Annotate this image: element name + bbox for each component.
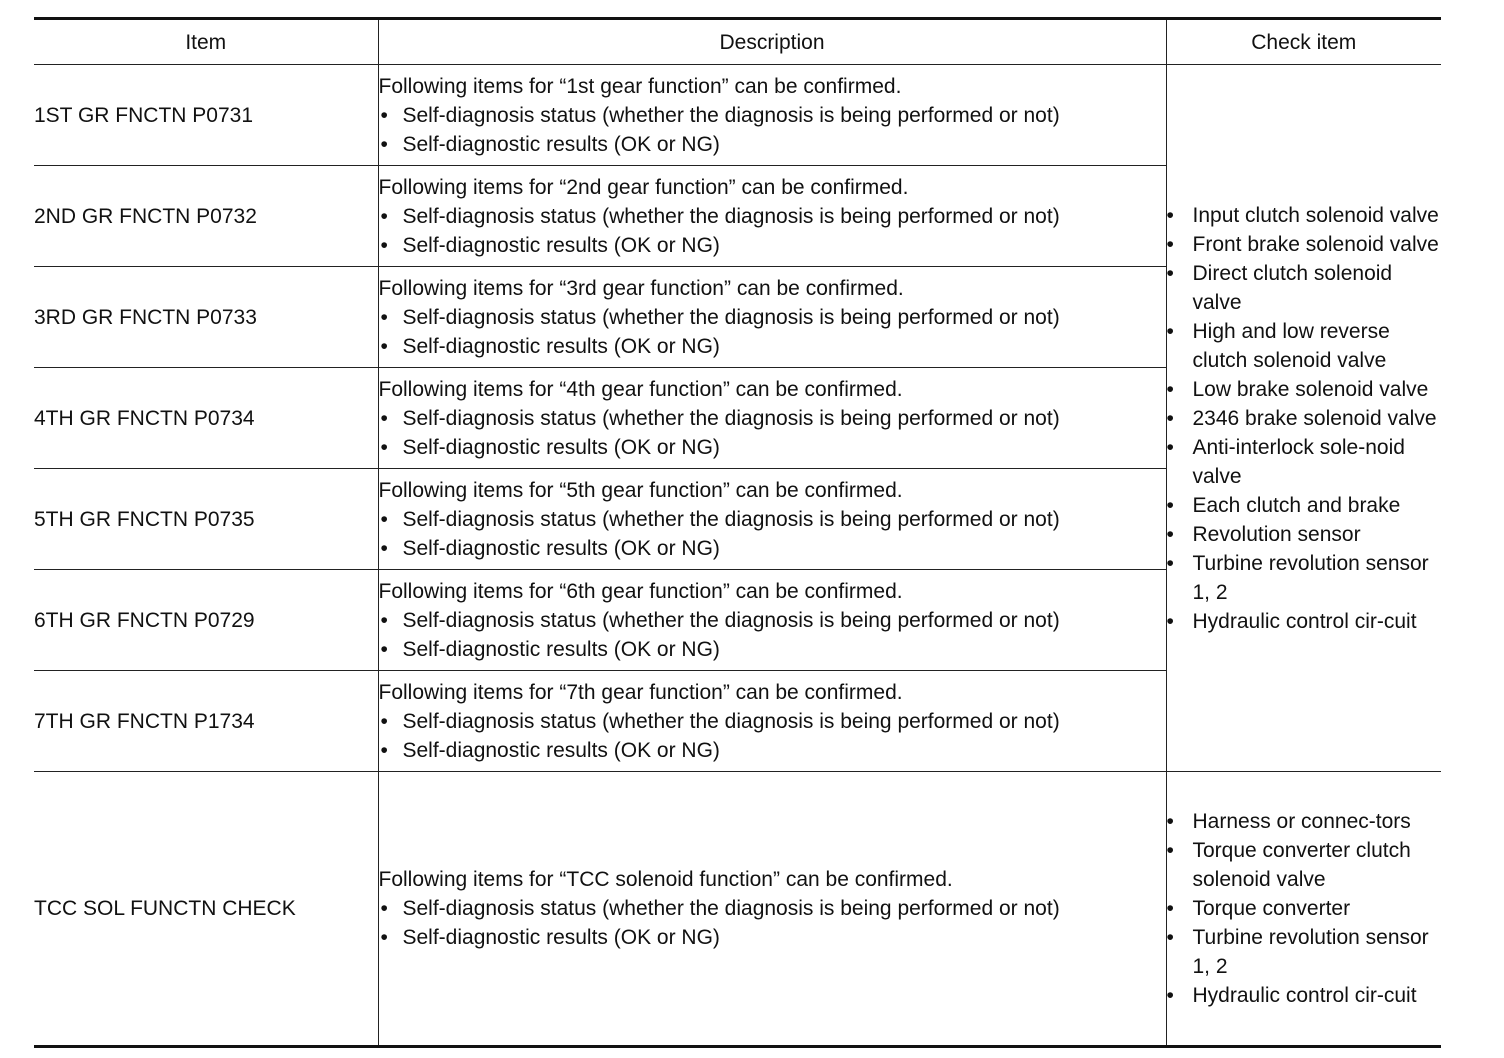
- list-item: • Input clutch solenoid valve: [1167, 201, 1442, 230]
- item-cell: 3RD GR FNCTN P0733: [34, 267, 378, 368]
- item-cell: 6TH GR FNCTN P0729: [34, 570, 378, 671]
- description-lead: Following items for “TCC solenoid function” can be confirmed.: [378, 868, 953, 891]
- item-cell: TCC SOL FUNCTN CHECK: [34, 772, 378, 1047]
- description-lead: Following items for “7th gear function” can be confirmed.: [378, 680, 903, 704]
- header-item: Item: [34, 19, 378, 65]
- gear-check-items-cell: [1166, 65, 1441, 772]
- description-bullets: [379, 202, 1166, 260]
- list-item: • Harness or connec-tors: [1167, 807, 1442, 836]
- description-cell: [378, 267, 1166, 368]
- list-item: • Self-diagnostic results (OK or NG): [379, 433, 1166, 462]
- description-cell: [378, 166, 1166, 267]
- description-bullets: [379, 404, 1166, 462]
- header-description: Description: [378, 19, 1166, 65]
- description-bullets: [379, 894, 1166, 952]
- diagnosis-table: [34, 17, 1441, 1048]
- description-bullets: [379, 606, 1166, 664]
- list-item: • Low brake solenoid valve: [1167, 375, 1442, 404]
- description-cell: [378, 671, 1166, 772]
- list-item: • Direct clutch solenoid valve: [1167, 259, 1442, 317]
- list-item: • Self-diagnosis status (whether the diagnosis is being performed or not): [379, 606, 1166, 635]
- list-item: • Self-diagnostic results (OK or NG): [379, 635, 1166, 664]
- description-lead: Following items for “4th gear function” can be confirmed.: [378, 377, 903, 401]
- description-lead: Following items for “2nd gear function” can be confirmed.: [378, 175, 909, 199]
- list-item: • Self-diagnosis status (whether the diagnosis is being performed or not): [379, 505, 1166, 534]
- description-cell: [378, 469, 1166, 570]
- list-item: • Self-diagnosis status (whether the diagnosis is being performed or not): [379, 303, 1166, 332]
- list-item: • Self-diagnostic results (OK or NG): [379, 923, 1166, 952]
- list-item: • Self-diagnosis status (whether the diagnosis is being performed or not): [379, 202, 1166, 231]
- description-bullets: [379, 707, 1166, 765]
- list-item: • Self-diagnosis status (whether the diagnosis is being performed or not): [379, 894, 1166, 923]
- list-item: • Self-diagnostic results (OK or NG): [379, 332, 1166, 361]
- list-item: • Self-diagnostic results (OK or NG): [379, 231, 1166, 260]
- description-bullets: [379, 101, 1166, 159]
- list-item: • Torque converter: [1167, 894, 1442, 923]
- description-lead: Following items for “1st gear function” can be confirmed.: [378, 74, 902, 98]
- description-lead: Following items for “3rd gear function” can be confirmed.: [378, 276, 904, 300]
- header-check-item: Check item: [1166, 19, 1441, 65]
- item-cell: 7TH GR FNCTN P1734: [34, 671, 378, 772]
- description-bullets: [379, 505, 1166, 563]
- description-lead: Following items for “6th gear function” can be confirmed.: [378, 579, 903, 603]
- item-cell: 1ST GR FNCTN P0731: [34, 65, 378, 166]
- description-cell: [378, 65, 1166, 166]
- list-item: • Self-diagnosis status (whether the diagnosis is being performed or not): [379, 404, 1166, 433]
- item-cell: 2ND GR FNCTN P0732: [34, 166, 378, 267]
- list-item: • Turbine revolution sensor 1, 2: [1167, 923, 1442, 981]
- list-item: • Torque converter clutch solenoid valve: [1167, 836, 1442, 894]
- description-cell: [378, 772, 1166, 1047]
- list-item: • Self-diagnosis status (whether the diagnosis is being performed or not): [379, 707, 1166, 736]
- description-lead: Following items for “5th gear function” can be confirmed.: [378, 478, 903, 502]
- list-item: • Anti-interlock sole-noid valve: [1167, 433, 1442, 491]
- list-item: • Self-diagnostic results (OK or NG): [379, 130, 1166, 159]
- list-item: • Self-diagnosis status (whether the diagnosis is being performed or not): [379, 101, 1166, 130]
- list-item: • Self-diagnostic results (OK or NG): [379, 736, 1166, 765]
- list-item: • 2346 brake solenoid valve: [1167, 404, 1442, 433]
- list-item: • High and low reverse clutch solenoid valve: [1167, 317, 1442, 375]
- tcc-check-list: [1167, 807, 1442, 1010]
- description-cell: [378, 368, 1166, 469]
- item-cell: 4TH GR FNCTN P0734: [34, 368, 378, 469]
- list-item: • Hydraulic control cir-cuit: [1167, 981, 1442, 1010]
- description-cell: [378, 570, 1166, 671]
- item-cell: 5TH GR FNCTN P0735: [34, 469, 378, 570]
- list-item: • Each clutch and brake: [1167, 491, 1442, 520]
- table-header-row: [34, 19, 1441, 65]
- list-item: • Self-diagnostic results (OK or NG): [379, 534, 1166, 563]
- table-row: [34, 65, 1441, 166]
- list-item: • Front brake solenoid valve: [1167, 230, 1442, 259]
- list-item: • Turbine revolution sensor 1, 2: [1167, 549, 1442, 607]
- tcc-check-items-cell: [1166, 772, 1441, 1047]
- table-row: [34, 772, 1441, 1047]
- gear-check-list: [1167, 201, 1442, 636]
- list-item: • Revolution sensor: [1167, 520, 1442, 549]
- description-bullets: [379, 303, 1166, 361]
- list-item: • Hydraulic control cir-cuit: [1167, 607, 1442, 636]
